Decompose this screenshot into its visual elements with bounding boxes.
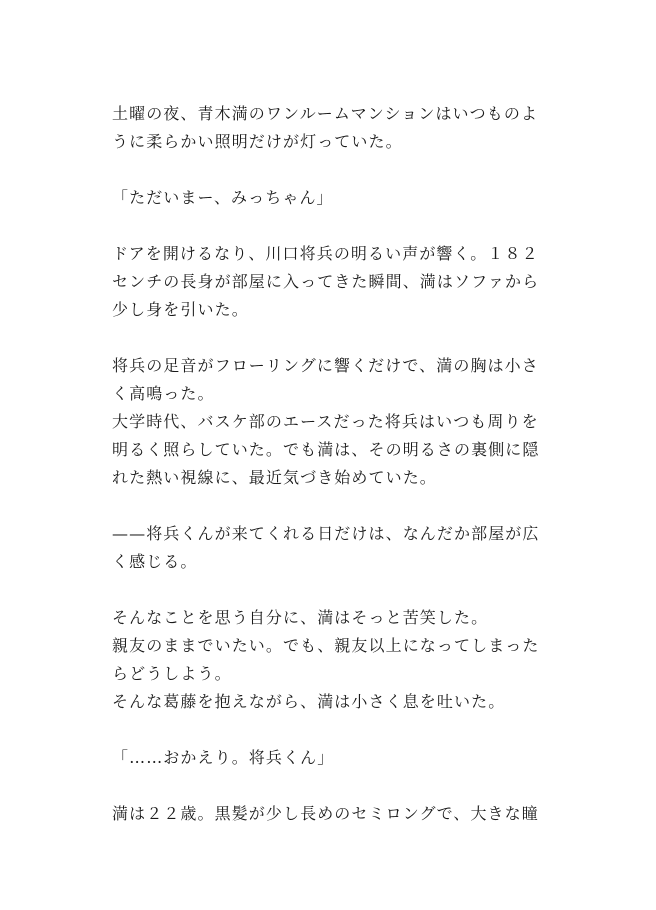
blank-line — [112, 492, 552, 520]
text-line: らどうしよう。 — [112, 664, 232, 683]
blank-line — [112, 212, 552, 240]
blank-line — [112, 156, 552, 184]
text-line: 大学時代、バスケ部のエースだった将兵はいつも周りを — [112, 412, 539, 431]
text-line: うに柔らかい照明だけが灯っていた。 — [112, 132, 403, 151]
text-line: センチの長身が部屋に入ってきた瞬間、満はソファから — [112, 272, 540, 291]
text-line: 土曜の夜、青木満のワンルームマンションはいつものよ — [112, 104, 539, 123]
blank-line — [112, 716, 552, 744]
text-line: ——将兵くんが来てくれる日だけは、なんだか部屋が広 — [112, 524, 540, 543]
text-line: そんな葛藤を抱えながら、満は小さく息を吐いた。 — [112, 692, 506, 711]
text-line: 少し身を引いた。 — [112, 300, 249, 319]
text-line: 親友のままでいたい。でも、親友以上になってしまった — [112, 636, 540, 655]
text-line: く感じる。 — [112, 552, 198, 571]
text-line: 「ただいまー、みっちゃん」 — [112, 188, 334, 207]
blank-line — [112, 772, 552, 800]
text-line: 満は２２歳。黒髪が少し長めのセミロングで、大きな瞳 — [112, 804, 539, 823]
text-line: そんなことを思う自分に、満はそっと苦笑した。 — [112, 608, 489, 627]
blank-line — [112, 324, 552, 352]
text-line: ドアを開けるなり、川口将兵の明るい声が響く。１８２ — [112, 244, 539, 263]
blank-line — [112, 576, 552, 604]
text-line: 「……おかえり。将兵くん」 — [112, 748, 335, 767]
text-line: く高鳴った。 — [112, 384, 215, 403]
text-line: 将兵の足音がフローリングに響くだけで、満の胸は小さ — [112, 356, 539, 375]
text-line: れた熱い視線に、最近気づき始めていた。 — [112, 468, 437, 487]
text-line: 明るく照らしていた。でも満は、その明るさの裏側に隠 — [112, 440, 540, 459]
document-page — [112, 100, 552, 828]
